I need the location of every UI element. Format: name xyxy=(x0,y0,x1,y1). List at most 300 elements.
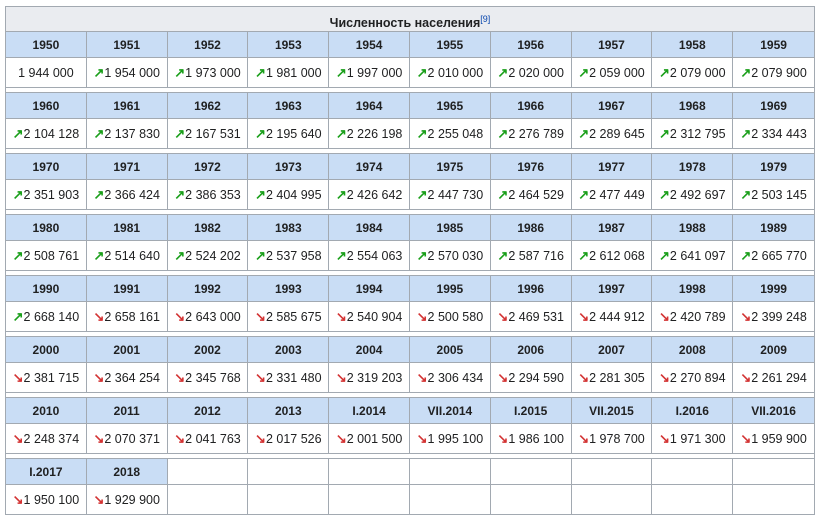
year-cell: 1998 xyxy=(652,276,733,302)
population-cell xyxy=(733,58,814,88)
population-value: 1 995 100 xyxy=(427,431,484,446)
year-cell: I.2015 xyxy=(491,398,572,424)
trend-down-arrow-icon: ↘ xyxy=(255,430,266,446)
population-cell xyxy=(248,58,329,88)
year-cell: 1950 xyxy=(6,32,87,58)
population-value: 2 001 500 xyxy=(346,431,403,446)
population-cell xyxy=(6,241,87,271)
population-value: 1 950 100 xyxy=(23,492,80,507)
population-cell xyxy=(733,180,814,210)
population-value-row xyxy=(6,119,814,149)
trend-down-arrow-icon: ↘ xyxy=(93,491,105,507)
trend-up-arrow-icon: ↗ xyxy=(659,64,670,80)
trend-up-arrow-icon: ↗ xyxy=(659,125,670,141)
empty-cell xyxy=(168,485,249,515)
trend-up-arrow-icon: ↗ xyxy=(497,125,509,141)
population-value: 2 020 000 xyxy=(508,65,564,80)
population-cell xyxy=(410,180,491,210)
population-cell xyxy=(572,180,653,210)
empty-cell xyxy=(572,485,653,515)
trend-up-arrow-icon: ↗ xyxy=(659,247,670,263)
population-value: 2 570 030 xyxy=(427,248,484,263)
population-cell xyxy=(87,241,168,271)
year-cell: 1995 xyxy=(410,276,491,302)
population-cell xyxy=(572,363,653,393)
empty-cell xyxy=(733,459,814,485)
trend-up-arrow-icon: ↗ xyxy=(740,186,752,202)
population-value: 1 954 000 xyxy=(104,65,160,80)
year-cell: 1969 xyxy=(733,93,814,119)
population-value: 1 971 300 xyxy=(669,431,726,446)
trend-up-arrow-icon: ↗ xyxy=(659,186,670,202)
population-cell xyxy=(491,302,572,332)
year-cell: 1978 xyxy=(652,154,733,180)
population-value: 2 554 063 xyxy=(346,248,403,263)
empty-cell xyxy=(329,485,410,515)
population-value-row xyxy=(6,363,814,393)
year-cell: 1951 xyxy=(87,32,168,58)
population-cell xyxy=(572,424,653,454)
population-cell xyxy=(491,180,572,210)
population-value: 2 469 531 xyxy=(508,309,564,324)
population-value: 2 500 580 xyxy=(427,309,484,324)
population-value: 2 261 294 xyxy=(751,370,807,385)
year-cell: 2001 xyxy=(87,337,168,363)
empty-cell xyxy=(491,485,572,515)
year-cell: 2004 xyxy=(329,337,410,363)
trend-down-arrow-icon: ↘ xyxy=(578,369,590,385)
population-value: 2 514 640 xyxy=(104,248,160,263)
year-cell: 1981 xyxy=(87,215,168,241)
year-cell: 1958 xyxy=(652,32,733,58)
trend-down-arrow-icon: ↘ xyxy=(497,430,509,446)
population-value-row xyxy=(6,302,814,332)
population-value: 2 364 254 xyxy=(104,370,160,385)
population-cell xyxy=(248,180,329,210)
population-value: 2 381 715 xyxy=(23,370,80,385)
population-cell xyxy=(652,424,733,454)
population-value: 1 929 900 xyxy=(104,492,160,507)
population-cell xyxy=(733,119,814,149)
population-cell xyxy=(168,241,249,271)
trend-down-arrow-icon: ↘ xyxy=(12,430,24,446)
population-value: 1 981 000 xyxy=(265,65,322,80)
population-value: 2 447 730 xyxy=(427,187,484,202)
year-cell: 1975 xyxy=(410,154,491,180)
trend-up-arrow-icon: ↗ xyxy=(416,64,428,80)
year-cell: 1985 xyxy=(410,215,491,241)
year-cell: 1984 xyxy=(329,215,410,241)
year-cell: 1999 xyxy=(733,276,814,302)
population-value: 2 587 716 xyxy=(508,248,564,263)
population-cell xyxy=(572,58,653,88)
population-value: 2 306 434 xyxy=(427,370,484,385)
trend-up-arrow-icon: ↗ xyxy=(93,125,105,141)
population-value: 2 503 145 xyxy=(751,187,807,202)
population-cell xyxy=(6,424,87,454)
year-cell: 1967 xyxy=(572,93,653,119)
year-cell: 1955 xyxy=(410,32,491,58)
trend-up-arrow-icon: ↗ xyxy=(255,64,266,80)
year-cell: 1989 xyxy=(733,215,814,241)
year-header-row xyxy=(6,215,814,241)
year-cell: 2006 xyxy=(491,337,572,363)
population-value: 2 477 449 xyxy=(589,187,645,202)
year-cell: 2007 xyxy=(572,337,653,363)
population-value: 1 944 000 xyxy=(18,65,74,80)
trend-up-arrow-icon: ↗ xyxy=(416,125,428,141)
trend-down-arrow-icon: ↘ xyxy=(93,369,105,385)
population-cell xyxy=(168,363,249,393)
population-cell xyxy=(652,180,733,210)
year-cell: 1973 xyxy=(248,154,329,180)
population-cell xyxy=(329,119,410,149)
trend-up-arrow-icon: ↗ xyxy=(93,64,105,80)
year-cell: 2010 xyxy=(6,398,87,424)
population-value: 2 399 248 xyxy=(751,309,807,324)
trend-up-arrow-icon: ↗ xyxy=(174,64,186,80)
population-cell xyxy=(6,302,87,332)
trend-up-arrow-icon: ↗ xyxy=(93,247,105,263)
population-value: 2 281 305 xyxy=(589,370,645,385)
trend-up-arrow-icon: ↗ xyxy=(578,125,590,141)
trend-down-arrow-icon: ↘ xyxy=(174,430,186,446)
population-value: 2 312 795 xyxy=(669,126,726,141)
empty-cell xyxy=(491,459,572,485)
population-cell xyxy=(168,58,249,88)
year-cell: 1954 xyxy=(329,32,410,58)
trend-up-arrow-icon: ↗ xyxy=(578,64,590,80)
population-cell xyxy=(652,119,733,149)
population-value: 1 959 900 xyxy=(751,431,807,446)
population-value-row xyxy=(6,180,814,210)
trend-down-arrow-icon: ↘ xyxy=(174,308,186,324)
population-cell xyxy=(168,119,249,149)
year-cell: 1965 xyxy=(410,93,491,119)
population-value: 1 978 700 xyxy=(589,431,645,446)
year-cell: 1996 xyxy=(491,276,572,302)
trend-up-arrow-icon: ↗ xyxy=(255,247,266,263)
year-header-row xyxy=(6,398,814,424)
year-cell: 1952 xyxy=(168,32,249,58)
trend-up-arrow-icon: ↗ xyxy=(740,64,752,80)
population-cell xyxy=(410,424,491,454)
reference-link-text[interactable]: [9] xyxy=(480,14,491,24)
population-value: 2 464 529 xyxy=(508,187,564,202)
trend-up-arrow-icon: ↗ xyxy=(740,125,752,141)
year-cell: 1993 xyxy=(248,276,329,302)
trend-down-arrow-icon: ↘ xyxy=(335,369,347,385)
trend-up-arrow-icon: ↗ xyxy=(12,308,24,324)
population-cell xyxy=(6,58,87,88)
trend-up-arrow-icon: ↗ xyxy=(335,247,347,263)
year-cell: VII.2015 xyxy=(572,398,653,424)
trend-down-arrow-icon: ↘ xyxy=(659,308,670,324)
trend-up-arrow-icon: ↗ xyxy=(255,125,266,141)
population-cell xyxy=(329,424,410,454)
year-cell: 1982 xyxy=(168,215,249,241)
population-value: 2 334 443 xyxy=(751,126,807,141)
population-value: 2 524 202 xyxy=(185,248,241,263)
population-value: 2 366 424 xyxy=(104,187,160,202)
year-cell: 1963 xyxy=(248,93,329,119)
population-value: 2 345 768 xyxy=(185,370,241,385)
year-cell: 1953 xyxy=(248,32,329,58)
year-header-row xyxy=(6,32,814,58)
year-cell: 1957 xyxy=(572,32,653,58)
year-cell: 2000 xyxy=(6,337,87,363)
year-cell: I.2016 xyxy=(652,398,733,424)
year-cell: 2011 xyxy=(87,398,168,424)
population-cell xyxy=(572,241,653,271)
trend-up-arrow-icon: ↗ xyxy=(174,186,186,202)
trend-up-arrow-icon: ↗ xyxy=(497,186,509,202)
year-cell: 1986 xyxy=(491,215,572,241)
table-caption xyxy=(5,6,815,32)
year-cell: 1962 xyxy=(168,93,249,119)
population-cell xyxy=(572,302,653,332)
trend-down-arrow-icon: ↘ xyxy=(416,308,428,324)
trend-down-arrow-icon: ↘ xyxy=(416,430,428,446)
empty-cell xyxy=(168,459,249,485)
year-cell: 1983 xyxy=(248,215,329,241)
trend-up-arrow-icon: ↗ xyxy=(497,64,509,80)
trend-up-arrow-icon: ↗ xyxy=(335,125,347,141)
trend-up-arrow-icon: ↗ xyxy=(497,247,509,263)
population-value-row xyxy=(6,241,814,271)
year-cell: 1979 xyxy=(733,154,814,180)
empty-cell xyxy=(410,459,491,485)
trend-down-arrow-icon: ↘ xyxy=(578,430,590,446)
population-cell xyxy=(652,363,733,393)
population-value: 2 059 000 xyxy=(589,65,645,80)
population-value: 2 079 000 xyxy=(669,65,726,80)
year-cell: 2008 xyxy=(652,337,733,363)
population-cell xyxy=(87,119,168,149)
trend-down-arrow-icon: ↘ xyxy=(497,308,509,324)
year-cell: 1977 xyxy=(572,154,653,180)
population-cell xyxy=(248,424,329,454)
year-cell: 1959 xyxy=(733,32,814,58)
population-value: 2 167 531 xyxy=(185,126,241,141)
population-value: 2 010 000 xyxy=(427,65,484,80)
population-cell xyxy=(168,424,249,454)
year-cell: 2018 xyxy=(87,459,168,485)
trend-down-arrow-icon: ↘ xyxy=(578,308,590,324)
population-value: 2 079 900 xyxy=(751,65,807,80)
trend-down-arrow-icon: ↘ xyxy=(255,369,266,385)
year-cell: 1997 xyxy=(572,276,653,302)
population-cell xyxy=(491,58,572,88)
year-cell: 1964 xyxy=(329,93,410,119)
trend-up-arrow-icon: ↗ xyxy=(416,247,428,263)
year-cell: 2002 xyxy=(168,337,249,363)
trend-up-arrow-icon: ↗ xyxy=(93,186,105,202)
population-cell xyxy=(329,180,410,210)
population-value: 2 041 763 xyxy=(185,431,241,446)
trend-down-arrow-icon: ↘ xyxy=(93,430,105,446)
year-header-row xyxy=(6,154,814,180)
population-cell xyxy=(329,241,410,271)
year-cell: 1956 xyxy=(491,32,572,58)
year-cell: 1991 xyxy=(87,276,168,302)
population-cell xyxy=(572,119,653,149)
trend-down-arrow-icon: ↘ xyxy=(740,369,752,385)
trend-down-arrow-icon: ↘ xyxy=(93,308,105,324)
year-cell: 1974 xyxy=(329,154,410,180)
year-cell: 1987 xyxy=(572,215,653,241)
year-cell: 1960 xyxy=(6,93,87,119)
population-value: 2 276 789 xyxy=(508,126,564,141)
population-cell xyxy=(491,424,572,454)
trend-up-arrow-icon: ↗ xyxy=(416,186,428,202)
population-value-row xyxy=(6,424,814,454)
population-value: 2 289 645 xyxy=(589,126,645,141)
empty-cell xyxy=(410,485,491,515)
population-value: 2 426 642 xyxy=(346,187,403,202)
year-cell: 1971 xyxy=(87,154,168,180)
population-value: 2 508 761 xyxy=(23,248,80,263)
population-value: 2 537 958 xyxy=(265,248,322,263)
population-value: 2 540 904 xyxy=(346,309,403,324)
trend-up-arrow-icon: ↗ xyxy=(335,64,347,80)
population-value: 2 612 068 xyxy=(589,248,645,263)
trend-down-arrow-icon: ↘ xyxy=(12,491,24,507)
population-cell xyxy=(87,180,168,210)
population-value: 1 986 100 xyxy=(508,431,564,446)
population-cell xyxy=(248,241,329,271)
population-value: 2 070 371 xyxy=(104,431,160,446)
population-cell xyxy=(410,241,491,271)
trend-up-arrow-icon: ↗ xyxy=(12,186,24,202)
population-cell xyxy=(6,180,87,210)
population-value: 2 255 048 xyxy=(427,126,484,141)
population-value: 2 248 374 xyxy=(23,431,80,446)
trend-up-arrow-icon: ↗ xyxy=(255,186,266,202)
year-cell: 2003 xyxy=(248,337,329,363)
empty-cell xyxy=(329,459,410,485)
population-value: 1 973 000 xyxy=(185,65,241,80)
table-body xyxy=(5,32,815,515)
population-cell xyxy=(410,363,491,393)
population-cell xyxy=(491,363,572,393)
year-header-row xyxy=(6,459,814,485)
population-cell xyxy=(652,302,733,332)
trend-down-arrow-icon: ↘ xyxy=(740,430,752,446)
table-title: Численность населения xyxy=(329,16,481,30)
empty-cell xyxy=(733,485,814,515)
population-cell xyxy=(410,119,491,149)
population-value: 2 137 830 xyxy=(104,126,160,141)
population-value: 2 585 675 xyxy=(265,309,322,324)
population-value-row xyxy=(6,58,814,88)
year-cell: 2012 xyxy=(168,398,249,424)
trend-down-arrow-icon: ↘ xyxy=(335,430,347,446)
population-cell xyxy=(491,241,572,271)
population-value: 2 351 903 xyxy=(23,187,80,202)
trend-down-arrow-icon: ↘ xyxy=(335,308,347,324)
year-header-row xyxy=(6,276,814,302)
trend-down-arrow-icon: ↘ xyxy=(416,369,428,385)
population-value: 2 658 161 xyxy=(104,309,160,324)
population-cell xyxy=(6,363,87,393)
population-value: 2 420 789 xyxy=(669,309,726,324)
population-cell xyxy=(248,119,329,149)
year-cell: 1961 xyxy=(87,93,168,119)
population-cell xyxy=(733,302,814,332)
population-value: 2 668 140 xyxy=(23,309,80,324)
trend-down-arrow-icon: ↘ xyxy=(12,369,24,385)
year-cell: 1992 xyxy=(168,276,249,302)
population-cell xyxy=(248,363,329,393)
trend-down-arrow-icon: ↘ xyxy=(255,308,266,324)
population-value: 2 404 995 xyxy=(265,187,322,202)
population-cell xyxy=(87,58,168,88)
year-cell: 1968 xyxy=(652,93,733,119)
population-cell xyxy=(491,119,572,149)
year-cell: 2009 xyxy=(733,337,814,363)
population-value: 1 997 000 xyxy=(346,65,403,80)
population-cell xyxy=(652,241,733,271)
population-cell xyxy=(87,485,168,515)
population-value: 2 294 590 xyxy=(508,370,564,385)
trend-down-arrow-icon: ↘ xyxy=(740,308,752,324)
trend-up-arrow-icon: ↗ xyxy=(578,186,590,202)
population-table xyxy=(5,6,815,515)
year-cell: 1970 xyxy=(6,154,87,180)
trend-down-arrow-icon: ↘ xyxy=(659,369,670,385)
empty-cell xyxy=(652,485,733,515)
population-value: 2 665 770 xyxy=(751,248,807,263)
population-value: 2 492 697 xyxy=(669,187,726,202)
year-header-row xyxy=(6,337,814,363)
population-value: 2 331 480 xyxy=(265,370,322,385)
population-cell xyxy=(168,180,249,210)
population-cell xyxy=(329,363,410,393)
population-cell xyxy=(733,424,814,454)
year-cell: I.2014 xyxy=(329,398,410,424)
population-value: 2 641 097 xyxy=(669,248,726,263)
trend-up-arrow-icon: ↗ xyxy=(335,186,347,202)
year-cell: VII.2014 xyxy=(410,398,491,424)
population-cell xyxy=(6,119,87,149)
year-cell: 1966 xyxy=(491,93,572,119)
population-cell xyxy=(329,58,410,88)
trend-down-arrow-icon: ↘ xyxy=(497,369,509,385)
year-cell: 1972 xyxy=(168,154,249,180)
year-cell: 1990 xyxy=(6,276,87,302)
population-value: 2 104 128 xyxy=(23,126,80,141)
empty-cell xyxy=(248,485,329,515)
population-value: 2 270 894 xyxy=(669,370,726,385)
population-cell xyxy=(6,485,87,515)
population-cell xyxy=(329,302,410,332)
trend-up-arrow-icon: ↗ xyxy=(578,247,590,263)
year-cell: VII.2016 xyxy=(733,398,814,424)
trend-up-arrow-icon: ↗ xyxy=(740,247,752,263)
population-cell xyxy=(87,363,168,393)
population-cell xyxy=(168,302,249,332)
trend-up-arrow-icon: ↗ xyxy=(12,247,24,263)
empty-cell xyxy=(572,459,653,485)
population-value: 2 386 353 xyxy=(185,187,241,202)
trend-up-arrow-icon: ↗ xyxy=(174,125,186,141)
year-cell: 1980 xyxy=(6,215,87,241)
population-value: 2 017 526 xyxy=(265,431,322,446)
population-cell xyxy=(733,241,814,271)
trend-down-arrow-icon: ↘ xyxy=(174,369,186,385)
reference-link[interactable] xyxy=(480,14,490,24)
